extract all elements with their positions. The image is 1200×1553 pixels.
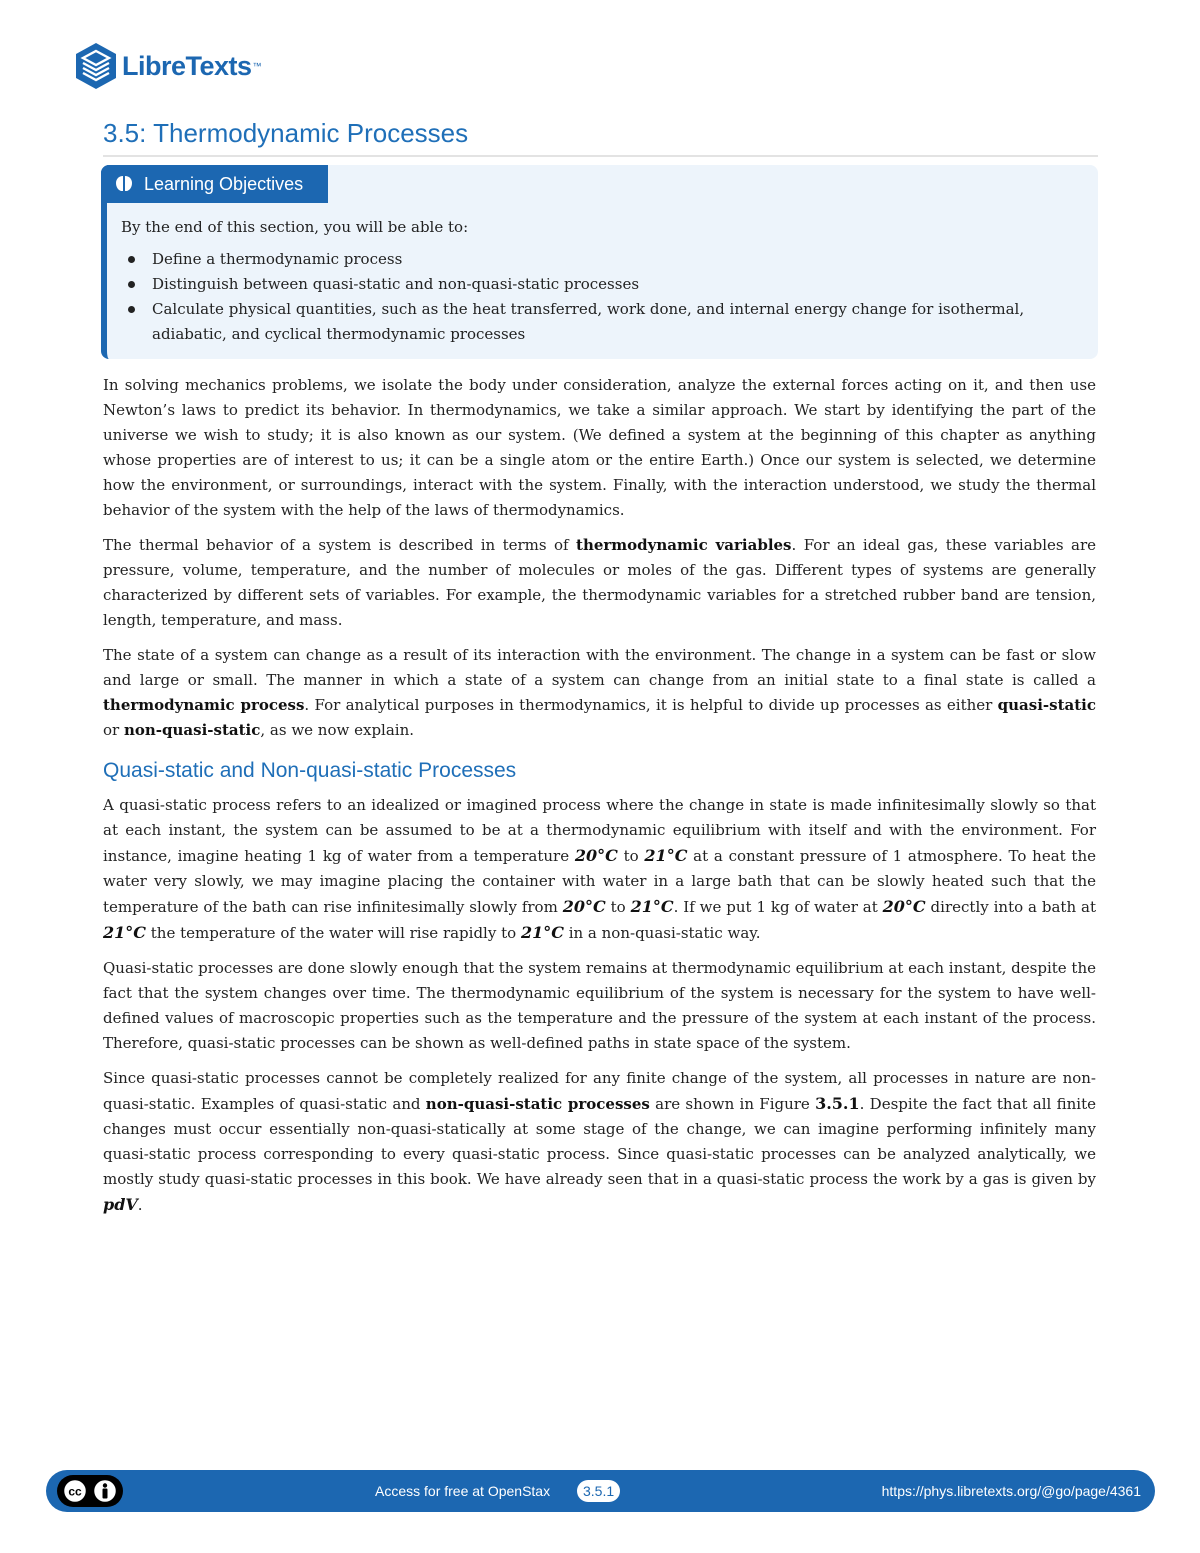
paragraph-equilibrium: Quasi-static processes are done slowly enough that the system remains at thermodynamic equilibrium at each instant, despite the fact that the system changes over time. The thermodynamic equilibrium of the system is necessary for the system to have well-defined values of macroscopic properties such as the temperature and the pressure of the system at each instant of the process. Therefore, quasi-static processes can be shown as well-defined paths in state space of the system.: [103, 959, 1096, 1052]
paragraph-variables: [103, 533, 1096, 633]
text-span: to: [605, 898, 631, 916]
text-span: . For an ideal gas, these variables are pressure, volume, temperature, and the number of molecules or moles of the gas. Different types of systems are generally characterized by different sets of variables. For example, the thermodynamic variables for a stretched rubber band are tension, length, temperature, and mass.: [103, 536, 1097, 629]
text-span: in a non-quasi-static way.: [563, 924, 761, 942]
math-temperature-20: 20°C: [562, 897, 606, 916]
learning-objectives-intro: By the end of this section, you will be able to:: [121, 218, 469, 236]
brain-icon: [114, 174, 134, 194]
math-temperature-21: 21°C: [520, 923, 564, 942]
logo-wordmark: LibreTexts: [122, 50, 252, 81]
libretexts-logo-icon: [74, 42, 118, 90]
learning-objectives-list: [121, 247, 1081, 347]
list-item: Distinguish between quasi-static and non-quasi-static processes: [121, 272, 1081, 297]
math-temperature-20: 20°C: [574, 846, 618, 865]
text-span: . Despite the fact that all finite changes must occur essentially non-quasi-statically at some stage of the change, we can imagine performing infinitely many quasi-static process corresponding to every quasi-static process. Since quasi-static processes can be analyzed analytically, we mostly study quasi-static processes in this book. We have already seen that in a quasi-static process the work by a gas is given by: [103, 1095, 1096, 1188]
term-thermodynamic-process: thermodynamic process: [103, 696, 305, 714]
text-span: The state of a system can change as a result of its interaction with the environment. The change in a system can be fast or slow and large or small. The manner in which a state of a system can change from an initial state to a final state is called a: [103, 646, 1096, 689]
text-span: at a constant pressure of 1 atmosphere. To heat the water very slowly, we may imagine placing the container with water in a large bath that can be slowly heated such that the temperature of the bath can rise infinitesimally slowly from: [103, 847, 1096, 916]
cc-icon: [62, 1478, 88, 1504]
term-non-quasi-static-processes: non-quasi-static processes: [425, 1095, 650, 1113]
figure-reference[interactable]: 3.5.1: [815, 1094, 860, 1113]
text-span: .: [137, 1196, 143, 1214]
text-span: , as we now explain.: [260, 721, 415, 739]
math-temperature-21: 21°C: [103, 923, 146, 942]
paragraph-intro: In solving mechanics problems, we isolate the body under consideration, analyze the external forces acting on it, and then use Newton’s laws to predict its behavior. In thermodynamics, we take a similar approach. We start by identifying the part of the universe we wish to study; it is also known as our system. (We defined a system at the beginning of this chapter as anything whose properties are of interest to us; it can be a single atom or the entire Earth.) Once our system is selected, we determine how the environment, or surroundings, interact with the system. Finally, with the interaction understood, we study the thermal behavior of the system with the help of the laws of thermodynamics.: [103, 376, 1096, 519]
math-temperature-21: 21°C: [630, 897, 674, 916]
attribution-icon: [92, 1478, 118, 1504]
page-footer: [46, 1470, 1155, 1512]
math-pdv: pdV: [103, 1195, 138, 1214]
paragraph-process: [103, 643, 1096, 743]
text-span: directly into a bath at: [925, 898, 1096, 916]
text-span: Since quasi-static processes cannot be completely realized for any finite change of the system, all processes in nature are non-quasi-static. Examples of quasi-static and: [103, 1069, 1096, 1113]
text-span: A quasi-static process refers to an idealized or imagined process where the change in state is made infinitesimally slowly so that at each instant, the system can be assumed to be at a thermodynamic equilibrium with itself and with the environment. For instance, imagine heating 1 kg of water from a temperature: [103, 796, 1096, 865]
title-divider: [103, 155, 1098, 157]
page-title: 3.5: Thermodynamic Processes: [103, 118, 469, 148]
footer-url-link[interactable]: https://phys.libretexts.org/@go/page/4361: [881, 1483, 1141, 1499]
paragraph-quasi-static-example: [103, 793, 1096, 946]
article-body: [103, 373, 1096, 1228]
creative-commons-badge[interactable]: [57, 1475, 123, 1507]
term-non-quasi-static: non-quasi-static: [123, 721, 261, 739]
text-span: to: [617, 847, 645, 865]
paragraph-nature: [103, 1066, 1096, 1218]
math-temperature-20: 20°C: [882, 897, 926, 916]
libretexts-logo[interactable]: [74, 41, 274, 91]
text-span: . For analytical purposes in thermodynamics, it is helpful to divide up processes as either: [304, 696, 998, 714]
list-item: Calculate physical quantities, such as the heat transferred, work done, and internal energy change for isothermal, adiabatic, and cyclical thermodynamic processes: [121, 297, 1081, 347]
learning-objectives-header: [101, 165, 328, 203]
term-thermodynamic-variables: thermodynamic variables: [576, 536, 792, 554]
learning-objectives-heading: Learning Objectives: [144, 173, 304, 194]
list-item: Define a thermodynamic process: [121, 247, 1081, 272]
term-quasi-static: quasi-static: [997, 696, 1096, 714]
footer-page-number: 3.5.1: [577, 1480, 620, 1502]
section-heading: Quasi-static and Non-quasi-static Processes: [103, 759, 517, 782]
text-span: . If we put 1 kg of water at: [673, 898, 883, 916]
math-temperature-21: 21°C: [644, 846, 688, 865]
text-span: The thermal behavior of a system is described in terms of: [103, 536, 577, 554]
footer-access-text: Access for free at OpenStax: [375, 1483, 551, 1499]
text-span: the temperature of the water will rise rapidly to: [146, 924, 521, 942]
text-span: or: [103, 721, 124, 739]
text-span: are shown in Figure: [649, 1095, 816, 1113]
logo-trademark: ™: [252, 61, 262, 71]
learning-objectives-box: [101, 165, 1098, 359]
svg-text:cc: cc: [68, 1484, 82, 1499]
